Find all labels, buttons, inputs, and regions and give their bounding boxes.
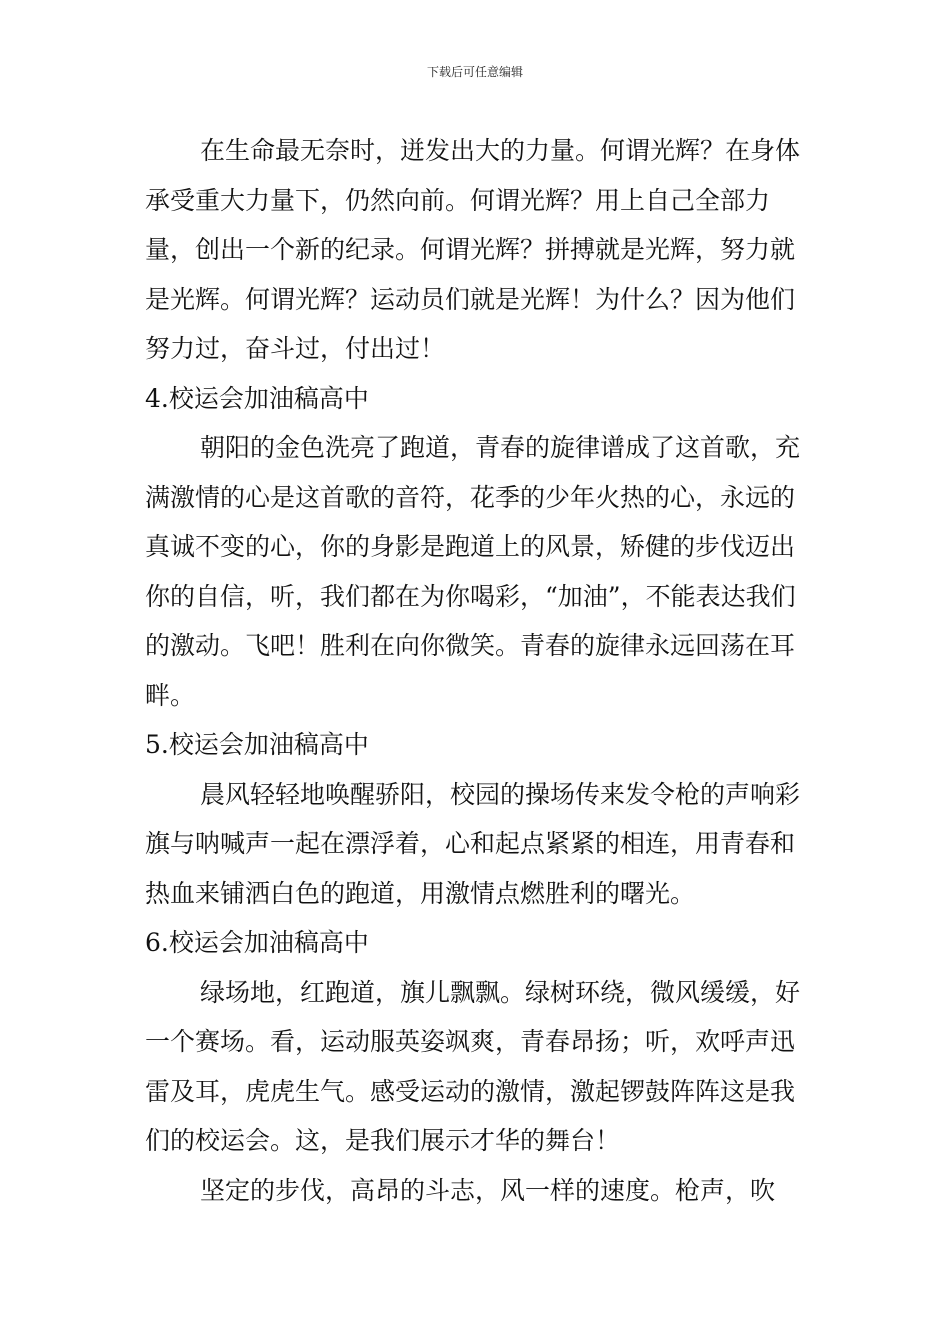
- document-body: [145, 126, 809, 1215]
- page-header: 下载后可任意编辑: [426, 65, 523, 79]
- section-heading-5: 5.校运会加油稿高中: [145, 730, 369, 759]
- paragraph-1: 在生命最无奈时，迸发出大的力量。何谓光辉？在身体承受重大力量下，仍然向前。何谓光辉？用上自己全部力量，创出一个新的纪录。何谓光辉？拼搏就是光辉，努力就是光辉。何谓光辉？运动员们就是光辉！为什么？因为他们努力过，奋斗过，付出过！: [145, 136, 801, 363]
- paragraph-6a: 绿场地，红跑道，旗儿飘飘。绿树环绕，微风缓缓，好一个赛场。看，运动服英姿飒爽，青春昂扬；听，欢呼声迅雷及耳，虎虎生气。感受运动的激情，激起锣鼓阵阵这是我们的校运会。这，是我们展示才华的舞台！: [145, 977, 801, 1155]
- paragraph-4: 朝阳的金色洗亮了跑道，青春的旋律谱成了这首歌，充满激情的心是这首歌的音符，花季的少年火热的心，永远的真诚不变的心，你的身影是跑道上的风景，矫健的步伐迈出你的自信，听，我们都在为你喝彩，“加油”，不能表达我们的激动。飞吧！胜利在向你微笑。青春的旋律永远回荡在耳畔。: [145, 433, 801, 710]
- section-heading-6: 6.校运会加油稿高中: [145, 928, 369, 957]
- section-heading-4: 4.校运会加油稿高中: [145, 383, 369, 413]
- paragraph-5: 晨风轻轻地唤醒骄阳，校园的操场传来发令枪的声响彩旗与呐喊声一起在漂浮着，心和起点紧紧的相连，用青春和热血来铺洒白色的跑道，用激情点燃胜利的曙光。: [145, 779, 801, 908]
- paragraph-6b: 坚定的步伐，高昂的斗志，风一样的速度。枪声，吹: [200, 1175, 776, 1205]
